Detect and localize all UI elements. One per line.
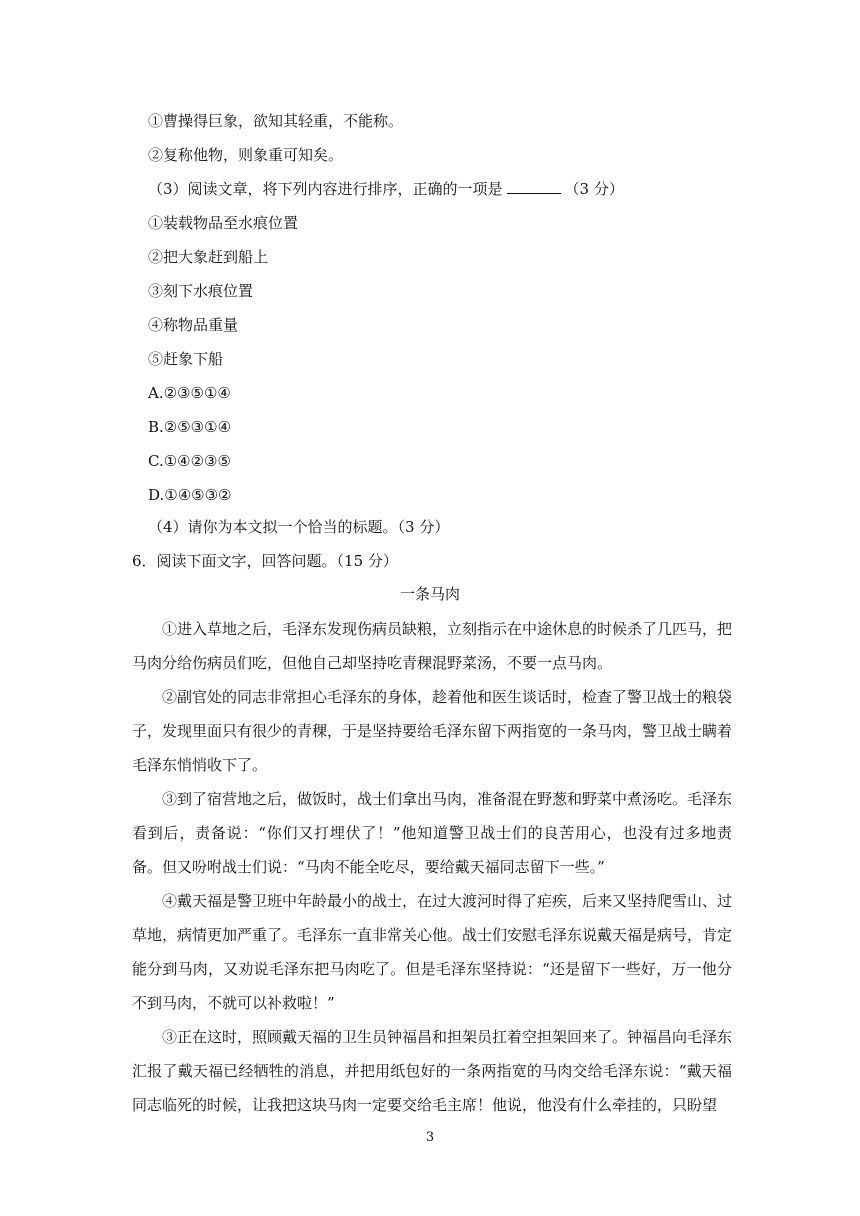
page-number: 3 bbox=[425, 1130, 435, 1145]
paragraph-2: ②副官处的同志非常担心毛泽东的身体，趁着他和医生谈话时，检查了警卫战士的粮袋子，发现里面只有很少的青稞，于是坚持要给毛泽东留下两指宽的一条马肉，警卫战士瞒着毛泽东悄悄收下了。 bbox=[132, 688, 733, 774]
sort-item-1: ①装载物品至水痕位置 bbox=[148, 214, 299, 232]
paragraph-1: ①进入草地之后，毛泽东发现伤病员缺粮，立刻指示在中途休息的时候杀了几匹马，把马肉分给伤病员们吃，但他自己却坚持吃青稞混野菜汤，不要一点马肉。 bbox=[132, 620, 733, 672]
question-6: 6．阅读下面文字，回答问题。（15 分） bbox=[132, 552, 398, 570]
question-item-1: ①曹操得巨象，欲知其轻重，不能称。 bbox=[148, 112, 404, 130]
option-c: C.①④②③⑤ bbox=[148, 452, 231, 470]
option-d: D.①④⑤③② bbox=[148, 486, 232, 504]
option-a: A.②③⑤①④ bbox=[148, 384, 231, 402]
sort-item-4: ④称物品重量 bbox=[148, 316, 239, 334]
passage-title: 一条马肉 bbox=[399, 585, 460, 603]
sort-item-5: ⑤赶象下船 bbox=[148, 350, 224, 368]
question-3 bbox=[148, 179, 624, 199]
question-4: （4）请你为本文拟一个恰当的标题。（3 分） bbox=[148, 518, 450, 536]
answer-blank[interactable] bbox=[507, 179, 561, 194]
option-b: B.②⑤③①④ bbox=[148, 418, 232, 436]
paragraph-4: ④戴天福是警卫班中年龄最小的战士，在过大渡河时得了疟疾，后来又坚持爬雪山、过草地，病情更加严重了。毛泽东一直非常关心他。战士们安慰毛泽东说戴天福是病号，肯定能分到马肉，又劝说毛泽东把马肉吃了。但是毛泽东坚持说：“还是留下一些好，万一他分不到马肉，不就可以补救啦！” bbox=[132, 892, 733, 1012]
paragraph-5: ③正在这时，照顾戴天福的卫生员钟福昌和担架员扛着空担架回来了。钟福昌向毛泽东汇报了戴天福已经牺牲的消息，并把用纸包好的一条两指宽的马肉交给毛泽东说：“戴天福同志临死的时候，让我把这块马肉一定要交给毛主席！他说，他没有什么牵挂的，只盼望 bbox=[132, 1028, 733, 1114]
sort-item-2: ②把大象赶到船上 bbox=[148, 248, 269, 266]
sort-item-3: ③刻下水痕位置 bbox=[148, 282, 254, 300]
question-3-prefix: （3）阅读文章，将下列内容进行排序，正确的一项是 bbox=[148, 180, 503, 198]
question-item-2: ②复称他物，则象重可知矣。 bbox=[148, 146, 344, 164]
question-3-suffix: （3 分） bbox=[564, 180, 624, 198]
paragraph-3: ③到了宿营地之后，做饭时，战士们拿出马肉，准备混在野葱和野菜中煮汤吃。毛泽东看到后，责备说：“你们又打埋伏了！”他知道警卫战士们的良苦用心，也没有过多地责备。但又吩咐战士们说：“马肉不能全吃尽，要给戴天福同志留下一些。” bbox=[132, 790, 733, 876]
